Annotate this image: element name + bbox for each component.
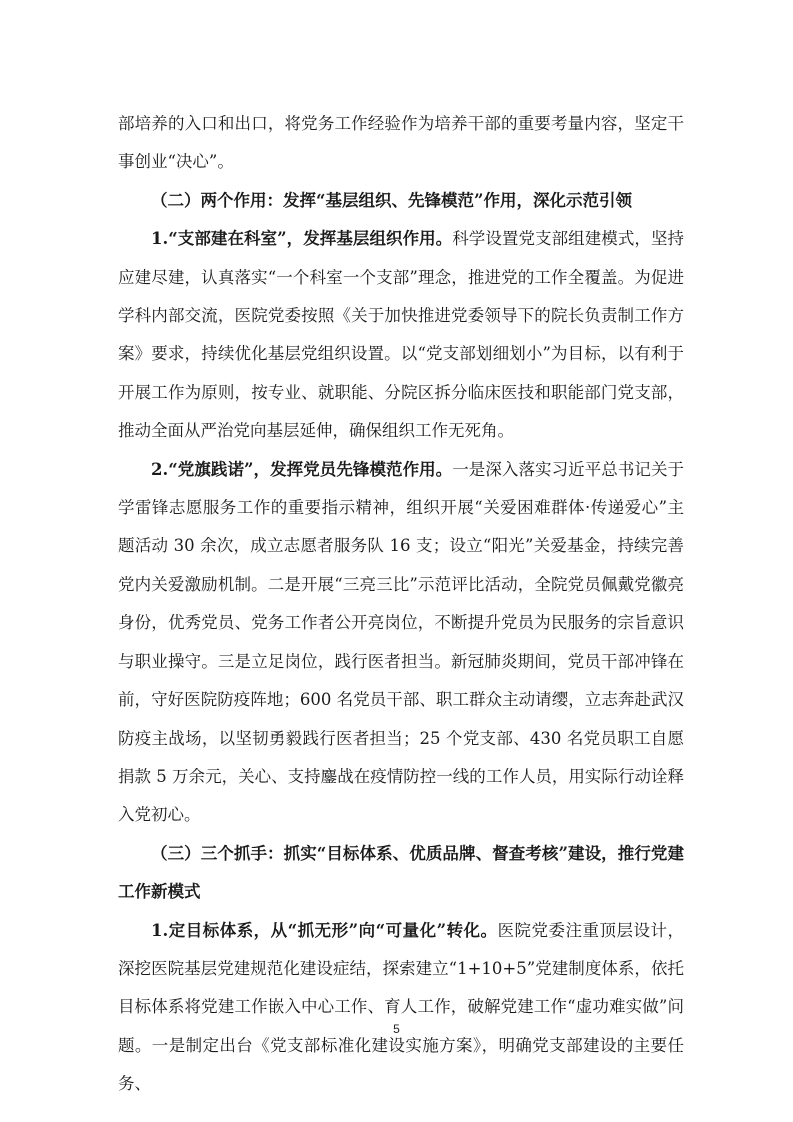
paragraph-text: 医院党委注重顶层设计，深挖医院基层党建规范化建设症结，探索建立“1+10+5”党建制度体系，依托目标体系将党建工作嵌入中心工作、育人工作，破解党建工作“虚功难实做”问题。一是制定出台《党支部标准化建设实施方案》，明确党支部建设的主要任务、 [118, 920, 684, 1094]
document-body [118, 105, 684, 1104]
paragraph-text: 部培养的入口和出口，将党务工作经验作为培养干部的重要考量内容，坚定干事创业“决心”。 [118, 114, 684, 172]
section-heading-three-handles [118, 835, 684, 912]
paragraph-continuation [118, 105, 684, 182]
page-number: 5 [393, 1022, 400, 1036]
heading-text: （三）三个抓手：抓实“目标体系、优质品牌、督查考核”建设，推行党建工作新模式 [118, 843, 684, 902]
paragraph-branch-in-department [118, 220, 684, 450]
paragraph-lead: 1.“支部建在科室”，发挥基层组织作用。 [151, 229, 453, 249]
paragraph-party-flag-pledge [118, 451, 684, 835]
paragraph-text: 一是深入落实习近平总书记关于学雷锋志愿服务工作的重要指示精神，组织开展“关爱困难群体·传递爱心”主题活动 30 余次，成立志愿者服务队 16 支；设立“阳光”关爱基金，持续完善党内关爱激励机制。二是开展“三亮三比”示范评比活动，全院党员佩戴党徽亮身份，优秀党员、党务工作者公开亮岗位，不断提升党员为民服务的宗旨意识与职业操守。三是立足岗位，践行医者担当。新冠肺炎期间，党员干部冲锋在前，守好医院防疫阵地；600 名党员干部、职工群众主动请缨，立志奔赴武汉防疫主战场，以坚韧勇毅践行医者担当；25 个党支部、430 名党员职工自愿捐款 5 万余元，关心、支持鏖战在疫情防控一线的工作人员，用实际行动诠释入党初心。 [118, 459, 684, 825]
paragraph-target-system [118, 912, 684, 1104]
section-heading-two-functions [118, 182, 684, 220]
heading-text: （二）两个作用：发挥“基层组织、先锋模范”作用，深化示范引领 [151, 190, 632, 210]
paragraph-lead: 2.“党旗践诺”，发挥党员先锋模范作用。 [151, 459, 453, 479]
paragraph-text: 科学设置党支部组建模式，坚持应建尽建，认真落实“一个科室一个支部”理念，推进党的工作全覆盖。为促进学科内部交流，医院党委按照《关于加快推进党委领导下的院长负责制工作方案》要求，持续优化基层党组织设置。以“党支部划细划小”为目标，以有利于开展工作为原则，按专业、就职能、分院区拆分临床医技和职能部门党支部，推动全面从严治党向基层延伸，确保组织工作无死角。 [118, 229, 684, 441]
paragraph-lead: 1.定目标体系，从“抓无形”向“可量化”转化。 [151, 920, 498, 940]
